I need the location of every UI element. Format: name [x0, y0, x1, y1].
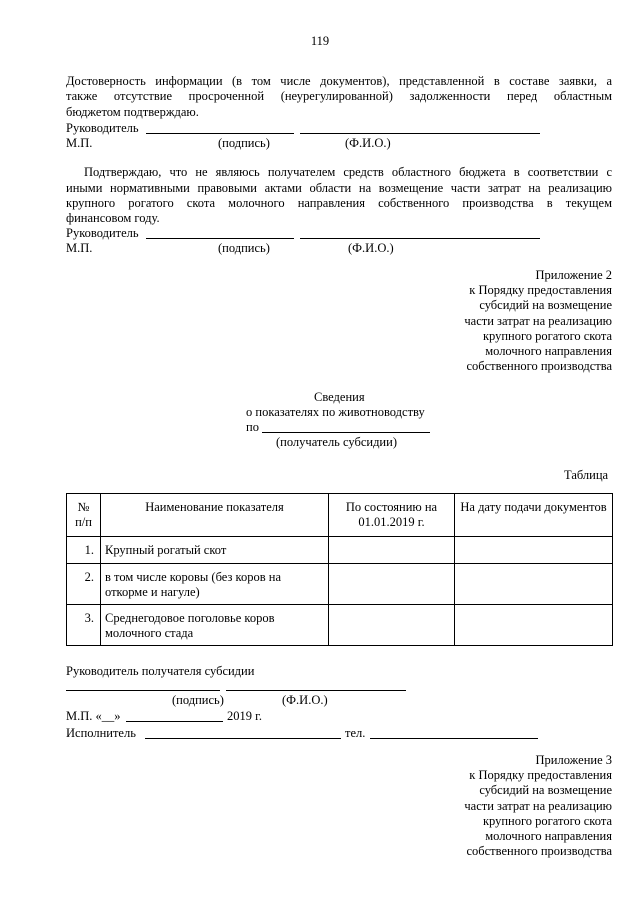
row-num: 1.	[67, 537, 101, 564]
row-value-as-of[interactable]	[329, 564, 455, 605]
recipient-caption: (получатель субсидии)	[276, 435, 397, 449]
header-num: № п/п	[67, 494, 101, 537]
table-row	[67, 564, 613, 605]
sig1-head-label: Руководитель	[66, 121, 139, 135]
row-value-as-of[interactable]	[329, 605, 455, 646]
recipient-signature-line[interactable]	[66, 690, 220, 691]
sig1-fio-caption: (Ф.И.О.)	[345, 136, 391, 150]
sig1-signature-caption: (подпись)	[218, 136, 270, 150]
appendix3-line: молочного направления	[485, 829, 612, 844]
info-title: Сведения	[314, 390, 365, 404]
appendix3-line: Приложение 3	[535, 753, 612, 767]
recipient-signature-caption: (подпись)	[172, 693, 224, 707]
sig1-signature-line[interactable]	[146, 133, 294, 134]
row-num: 3.	[67, 605, 101, 646]
appendix3-line: части затрат на реализацию	[464, 798, 612, 813]
para2-line-1: Подтверждаю, что не являюсь получателем средств областного бюджета в соответствии с	[84, 165, 612, 179]
appendix3-line: крупного рогатого скота	[482, 813, 612, 828]
row-value-submission[interactable]	[455, 537, 613, 564]
page-number-text: 119	[310, 34, 330, 48]
row-value-as-of[interactable]	[329, 537, 455, 564]
appendix2-block	[380, 268, 612, 374]
row-name: Среднегодовое поголовье коров молочного стада	[101, 605, 329, 646]
row-value-submission[interactable]	[455, 564, 613, 605]
appendix2-line: собственного производства	[466, 359, 612, 374]
indicators-table	[66, 493, 613, 646]
date-month-line[interactable]	[126, 721, 223, 722]
sig2-signature-line[interactable]	[146, 238, 294, 239]
sig2-fio-line[interactable]	[300, 238, 540, 239]
para1-line-2: также отсутствие просроченной (неурегулированной) задолженности перед областным	[66, 89, 612, 103]
table-header-row	[67, 494, 613, 537]
recipient-name-line[interactable]	[262, 432, 430, 433]
sig2-mp: М.П.	[66, 241, 93, 255]
sig2-fio-caption: (Ф.И.О.)	[348, 241, 394, 255]
header-as-of: По состоянию на 01.01.2019 г.	[329, 494, 455, 537]
recipient-head-title: Руководитель получателя субсидии	[66, 664, 255, 678]
appendix2-line: Приложение 2	[535, 268, 612, 282]
para2-line-2: иными нормативными правовыми актами области на возмещение части затрат на реализацию	[66, 181, 612, 195]
recipient-fio-caption: (Ф.И.О.)	[282, 693, 328, 707]
recipient-fio-line[interactable]	[226, 690, 406, 691]
header-submission-date: На дату подачи документов	[455, 494, 613, 537]
row-name: Крупный рогатый скот	[101, 537, 329, 564]
header-name: Наименование показателя	[101, 494, 329, 537]
table-row	[67, 537, 613, 564]
appendix2-line: субсидий на возмещение	[479, 298, 612, 313]
sig2-signature-caption: (подпись)	[218, 241, 270, 255]
sig1-fio-line[interactable]	[300, 133, 540, 134]
appendix3-line: к Порядку предоставления	[469, 768, 612, 783]
executor-label: Исполнитель	[66, 726, 136, 740]
appendix3-block	[380, 753, 612, 859]
date-year: 2019 г.	[227, 709, 262, 723]
appendix2-line: к Порядку предоставления	[469, 283, 612, 298]
appendix2-line: части затрат на реализацию	[464, 313, 612, 328]
para1-last-line: бюджетом подтверждаю.	[66, 105, 199, 119]
table-row	[67, 605, 613, 646]
row-value-submission[interactable]	[455, 605, 613, 646]
para1-line-1: Достоверность информации (в том числе документов), представленной в составе заявки, а	[66, 74, 612, 88]
sig2-head-label: Руководитель	[66, 226, 139, 240]
para2-line-3: крупного рогатого скота молочного направления собственного производства в текущем	[66, 196, 612, 210]
row-num: 2.	[67, 564, 101, 605]
info-po: по	[246, 420, 259, 434]
mp-date-prefix: М.П. «__»	[66, 709, 121, 723]
table-label: Таблица	[564, 468, 609, 482]
appendix2-line: крупного рогатого скота	[482, 328, 612, 343]
tel-label: тел.	[345, 726, 366, 740]
info-subtitle: о показателях по животноводству	[246, 405, 425, 419]
appendix2-line: молочного направления	[485, 344, 612, 359]
page-number	[0, 34, 640, 49]
appendix3-line: субсидий на возмещение	[479, 783, 612, 798]
tel-line[interactable]	[370, 738, 538, 739]
appendix3-line: собственного производства	[466, 844, 612, 859]
row-name: в том числе коровы (без коров на откорме и нагуле)	[101, 564, 329, 605]
sig1-mp: М.П.	[66, 136, 93, 150]
para2-last-line: финансовом году.	[66, 211, 160, 225]
executor-line[interactable]	[145, 738, 341, 739]
